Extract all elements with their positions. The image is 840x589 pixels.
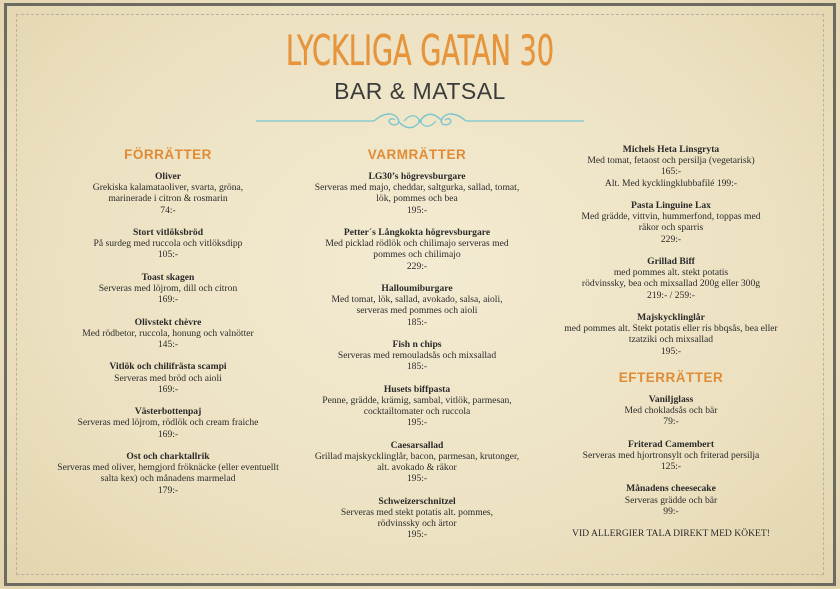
allergy-notice: VID ALLERGIER TALA DIREKT MED KÖKET!	[572, 528, 770, 540]
menu-item	[540, 439, 802, 473]
item-name: Vaniljglass	[648, 393, 694, 405]
item-desc: Serveras med löjrom, rödlök och cream fraiche	[77, 417, 259, 429]
menu-item	[40, 272, 296, 306]
item-desc: Med chokladsås och bär	[624, 405, 718, 417]
item-price: 169:-	[157, 383, 179, 395]
item-price: 195:-	[406, 529, 428, 541]
item-name: Halloumiburgare	[381, 283, 453, 294]
item-desc: Serveras med hjortronsylt och friterad persilja	[582, 449, 760, 461]
item-name: Majskycklinglår	[637, 312, 705, 323]
item-name: Månadens cheesecake	[626, 483, 716, 495]
item-name: Olivstekt chèvre	[134, 316, 202, 328]
menu-item	[286, 384, 548, 429]
menu-item	[540, 312, 802, 357]
item-name: Västerbottenpaj	[134, 406, 202, 418]
menu-item	[40, 317, 296, 351]
item-desc: Serveras med löjrom, dill och citron	[98, 283, 238, 294]
menu-item	[40, 227, 296, 261]
item-name: Stort vitlöksbröd	[132, 227, 204, 238]
item-price: 145:-	[157, 339, 179, 350]
item-name: Petter´s Långkokta högrevsburgare	[343, 227, 491, 238]
item-price: 79:-	[663, 416, 679, 428]
item-price: 165:- Alt. Med kycklingklubbafilé 199:-	[604, 166, 738, 189]
item-desc: Med grädde, vittvin, hummerfond, toppas med räkor och sparris	[581, 211, 761, 234]
item-desc: På surdeg med ruccola och vitlöksdipp	[93, 238, 243, 250]
section-heading-forratter: FÖRRÄTTER	[124, 147, 212, 162]
item-price: 185:-	[406, 361, 428, 373]
menu-item	[540, 483, 802, 517]
menu-item	[540, 144, 802, 189]
item-desc: med pommes alt. Stekt potatis eller ris bbqsås, bea eller tzatziki och mixsallad	[564, 323, 778, 346]
item-price: 179:-	[157, 484, 179, 496]
item-name: Michels Heta Linsgryta	[622, 144, 720, 155]
item-name: Friterad Camembert	[627, 438, 715, 450]
menu-item	[540, 394, 802, 428]
item-name: Toast skagen	[141, 271, 195, 283]
restaurant-title: LYCKLIGA GATAN 30	[285, 26, 555, 75]
item-name: Grillad Biff	[647, 256, 695, 267]
menu-item	[40, 361, 296, 395]
menu-item	[286, 496, 548, 541]
item-price: 169:-	[157, 428, 179, 440]
item-name: Schweizerschnitzel	[378, 495, 456, 507]
item-desc: Grillad majskycklinglår, bacon, parmesan, krutonger, alt. avokado & räkor	[314, 451, 520, 474]
item-desc: Serveras med stekt potatis alt. pommes, rödvinssky och ärtor	[340, 507, 494, 530]
item-desc: Penne, grädde, krämig, sambal, vitlök, parmesan, cocktailtomater och ruccola	[322, 395, 512, 418]
item-price: 195:-	[406, 473, 428, 485]
item-price: 229:-	[660, 233, 682, 245]
menu-item	[40, 406, 296, 440]
item-price: 74:-	[160, 204, 176, 216]
menu-item	[286, 339, 548, 373]
item-name: Husets biffpasta	[383, 383, 451, 395]
column-forratter	[40, 146, 296, 507]
flourish-ornament-icon	[256, 110, 584, 132]
menu-item	[286, 171, 548, 216]
item-name: Vitlök och chilifrästa scampi	[109, 361, 227, 373]
item-price: 169:-	[157, 294, 179, 306]
item-desc: Med tomat, fetaost och persilja (vegetarisk)	[587, 155, 755, 167]
item-desc: Grekiska kalamataoliver, svarta, gröna, marinerade i citron & rosmarin	[92, 182, 244, 205]
item-desc: Serveras med remouladsås och mixsallad	[337, 350, 497, 362]
restaurant-subtitle: BAR & MATSAL	[334, 78, 506, 104]
item-name: Oliver	[154, 171, 182, 182]
item-name: Fish n chips	[392, 339, 442, 350]
item-price: 219:- / 259:-	[647, 289, 695, 301]
item-price: 99:-	[663, 505, 679, 517]
column-right	[540, 144, 802, 539]
item-desc: med pommes alt. stekt potatis rödvinssky, bea och mixsallad 200g eller 300g	[581, 267, 761, 290]
item-price: 195:-	[660, 345, 682, 357]
item-name: Pasta Linguine Lax	[631, 200, 711, 211]
item-desc: Med picklad rödlök och chilimajo serveras med pommes och chilimajo	[325, 238, 509, 261]
item-desc: Serveras med bröd och aioli	[114, 372, 222, 384]
item-desc: Med rödbetor, ruccola, honung och valnötter	[82, 327, 254, 339]
menu-item	[540, 200, 802, 245]
menu-item	[40, 451, 296, 496]
item-price: 229:-	[406, 260, 428, 272]
menu-item	[40, 171, 296, 216]
item-desc: Med tomat, lök, sallad, avokado, salsa, aioli, serveras med pommes och aioli	[331, 294, 503, 317]
menu-item	[540, 256, 802, 301]
item-name: Caesarsallad	[390, 439, 444, 451]
section-heading-efterratter: EFTERRÄTTER	[618, 369, 724, 385]
item-name: Ost och charktallrik	[126, 450, 210, 462]
section-heading-varmratter: VARMRÄTTER	[367, 147, 467, 162]
item-price: 185:-	[406, 316, 428, 328]
item-desc: Serveras grädde och bär	[624, 494, 718, 506]
item-price: 125:-	[660, 461, 682, 473]
column-varmratter	[286, 146, 548, 552]
menu-item	[286, 283, 548, 328]
dessert-section	[540, 369, 802, 540]
item-price: 195:-	[406, 204, 428, 216]
menu-item	[286, 440, 548, 485]
menu-item	[286, 227, 548, 272]
item-price: 195:-	[406, 417, 428, 429]
item-name: LG30’s högrevsburgare	[368, 171, 466, 182]
item-desc: Serveras med majo, cheddar, saltgurka, sallad, tomat, lök, pommes och bea	[314, 182, 520, 205]
item-desc: Serveras med oliver, hemgjord fröknäcke (eller eventuellt salta kex) och månadens marmelad	[57, 462, 279, 485]
item-price: 105:-	[157, 249, 179, 261]
